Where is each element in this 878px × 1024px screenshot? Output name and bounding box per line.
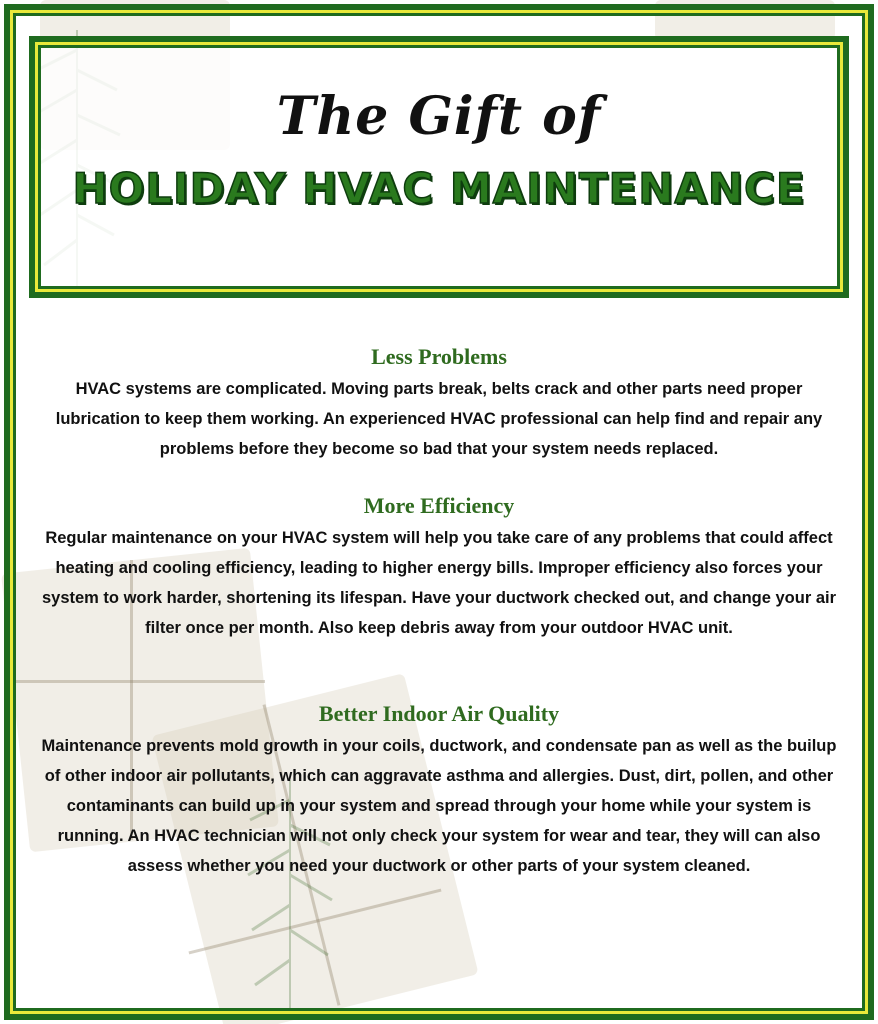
section-body: HVAC systems are complicated. Moving parts break, belts crack and other parts need proper lubrication to keep them working. An experienced HVAC professional can help find and repair any problems before they become so bad that your system needs replaced.: [55, 380, 823, 458]
section-less-problems: [40, 344, 838, 464]
title-script: The Gift of: [276, 86, 602, 147]
section-body: Maintenance prevents mold growth in your coils, ductwork, and condensate pan as well as the builup of other indoor air pollutants, which can aggravate asthma and allergies. Dust, dirt, pollen, and other contaminants can build up in your system and spread through your home while your system is running. An HVAC technician will not only check your system for wear and tear, they will can also assess whether you need your ductwork or other parts of your system cleaned.: [41, 737, 837, 875]
title-main: HOLIDAY HVAC MAINTENANCE: [72, 164, 806, 213]
section-better-indoor-air-quality: [40, 701, 838, 881]
section-heading: Better Indoor Air Quality: [318, 701, 560, 726]
section-heading: Less Problems: [371, 344, 507, 369]
section-body: Regular maintenance on your HVAC system will help you take care of any problems that could affect heating and cooling efficiency, leading to higher energy bills. Improper efficiency also forces your system to work harder, shortening its lifespan. Have your ductwork checked out, and change your air filter once per month. Also keep debris away from your outdoor HVAC unit.: [41, 529, 837, 637]
section-more-efficiency: [40, 493, 838, 643]
section-heading: More Efficiency: [363, 493, 515, 518]
